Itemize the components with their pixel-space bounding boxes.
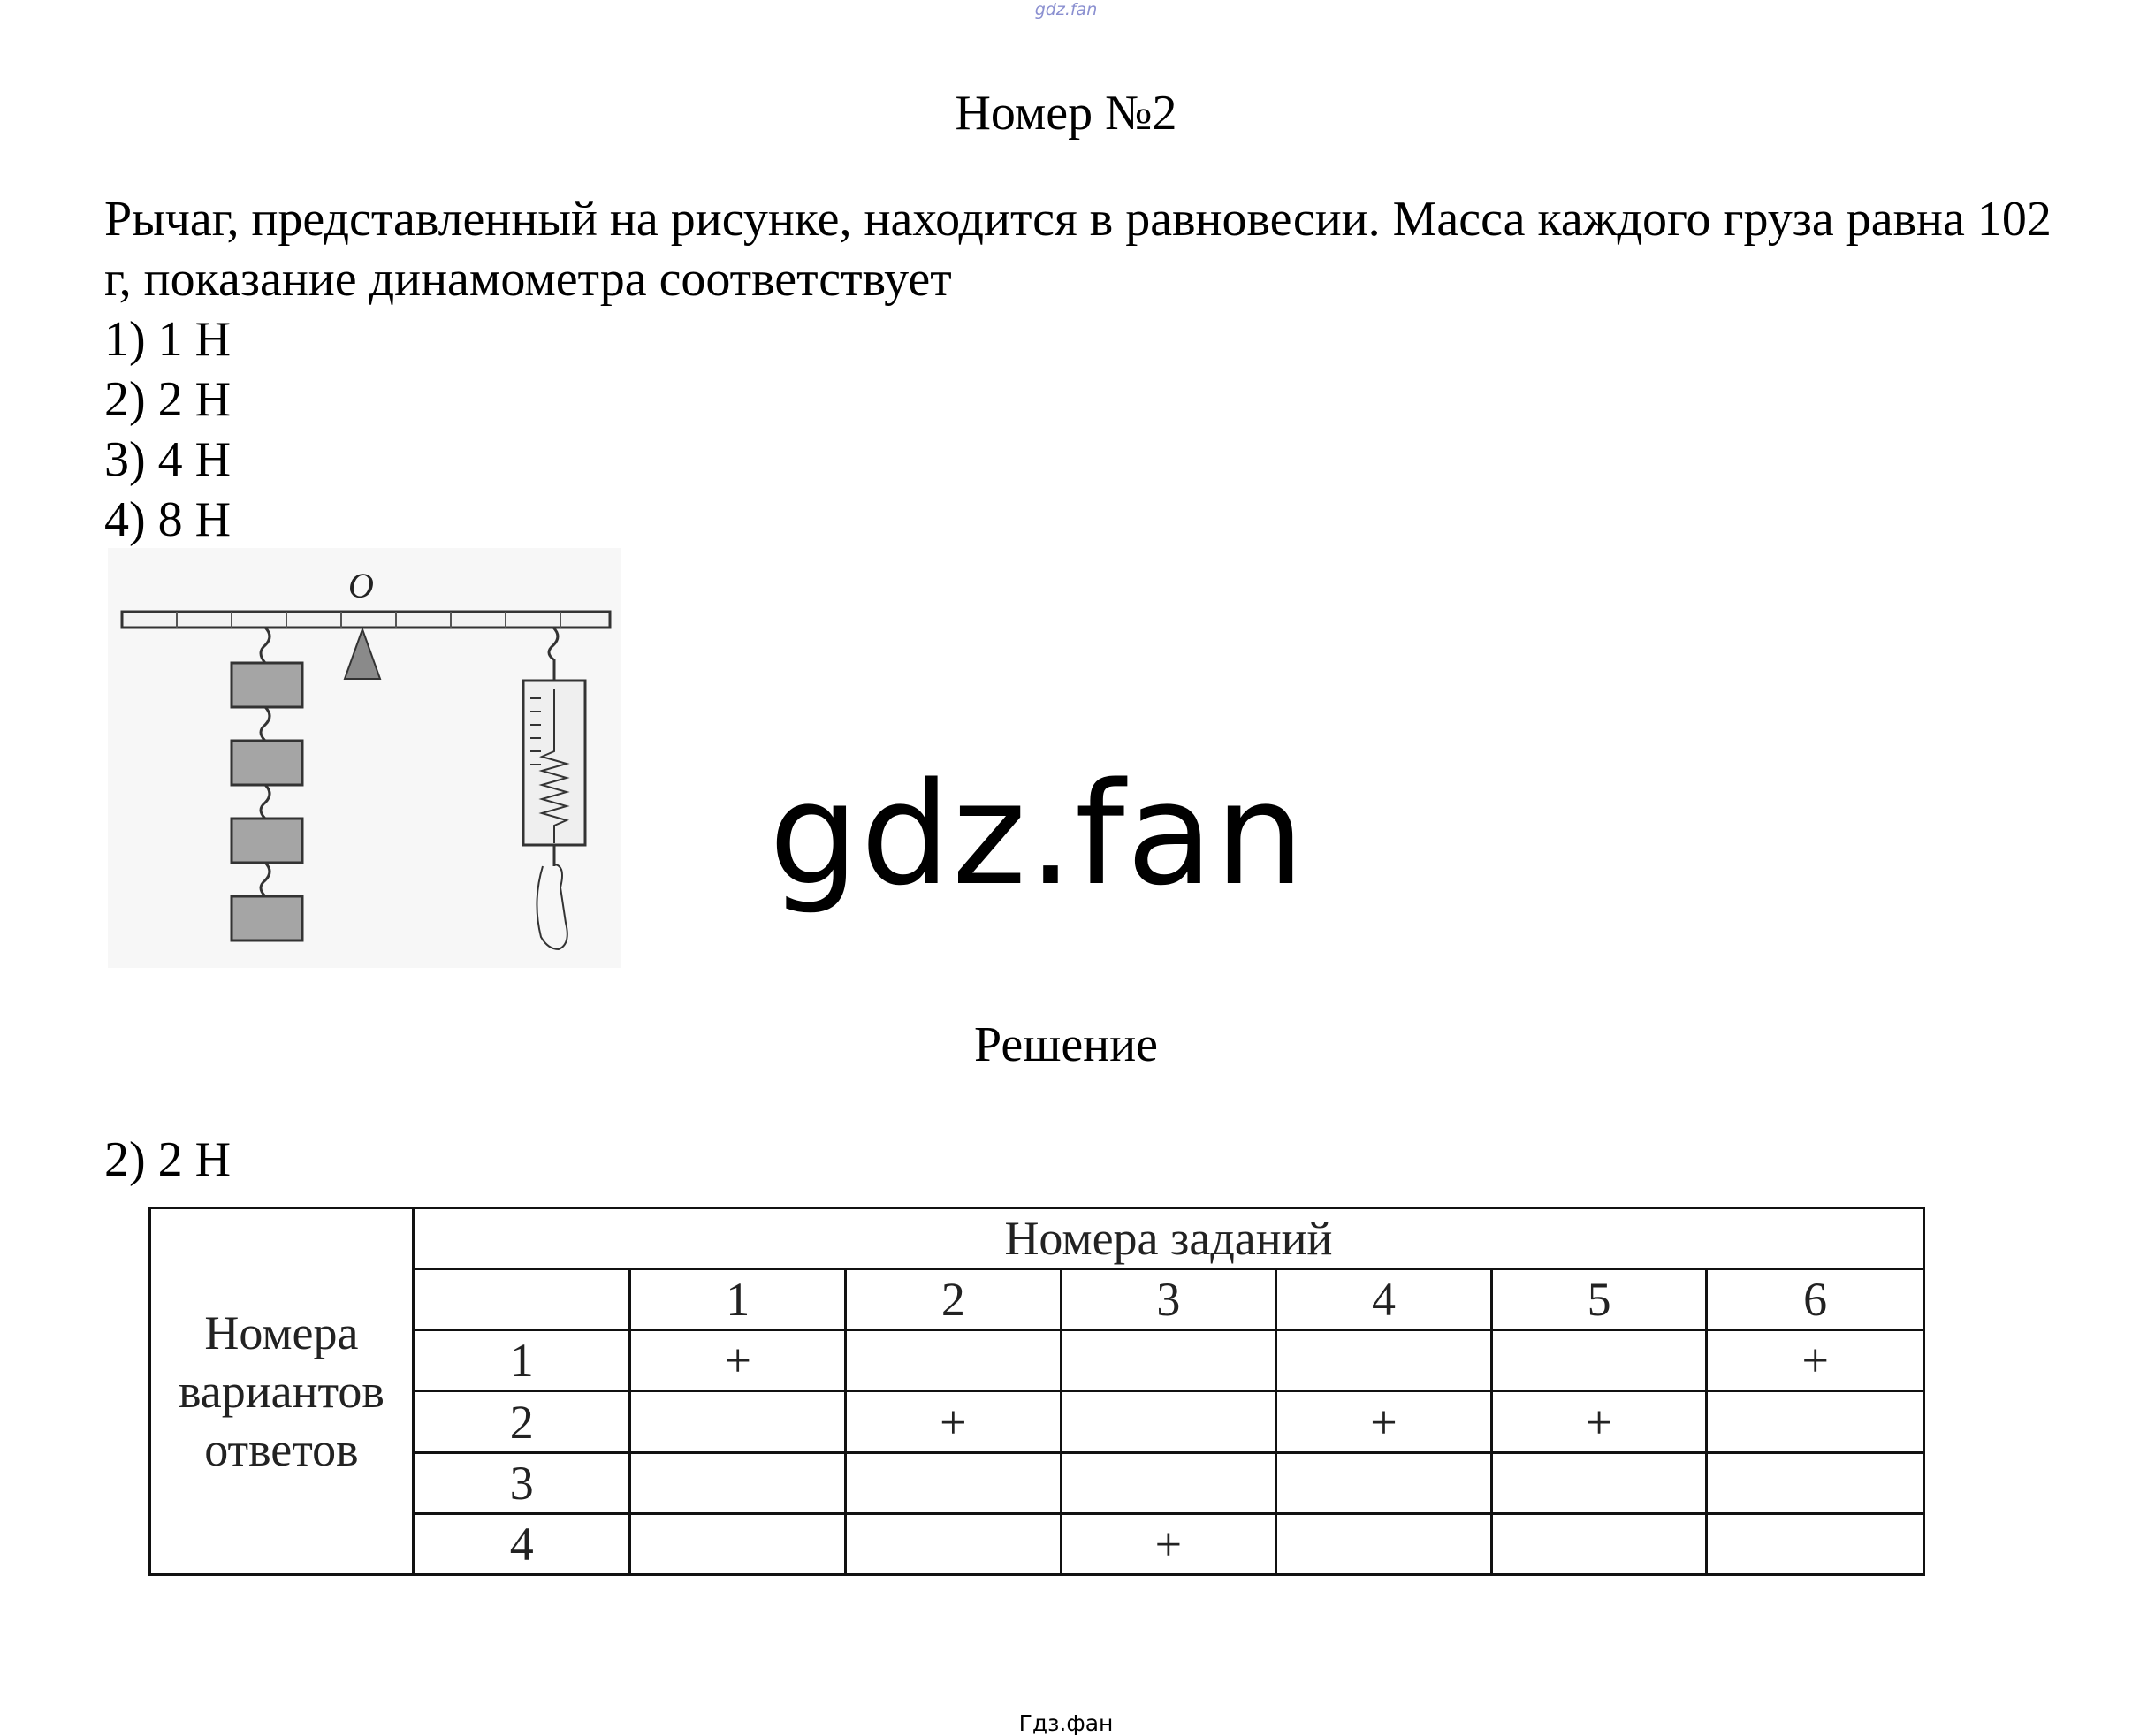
table-cell: + xyxy=(630,1330,846,1391)
table-cell: + xyxy=(1276,1391,1492,1452)
column-header: 6 xyxy=(1707,1269,1924,1330)
footer-text: Гдз.фан xyxy=(1018,1710,1114,1736)
header-main-cell: Номера заданий xyxy=(413,1208,1923,1269)
table-cell xyxy=(630,1513,846,1574)
task-text: Рычаг, представленный на рисунке, находится в равновесии. Масса каждого груза равна 102 г, показание динамометра соответствует xyxy=(104,192,2052,307)
solution-title: Решение xyxy=(973,1017,1159,1072)
answer-table xyxy=(148,1207,1925,1576)
table-cell xyxy=(1707,1513,1924,1574)
table-cell xyxy=(1491,1513,1707,1574)
table-cell xyxy=(1061,1330,1276,1391)
page-title: Номер №2 xyxy=(955,86,1177,141)
corner-cell xyxy=(413,1269,630,1330)
table-cell xyxy=(1061,1452,1276,1513)
table-cell xyxy=(1707,1391,1924,1452)
row-label: 2 xyxy=(413,1391,630,1452)
column-header: 4 xyxy=(1276,1269,1492,1330)
option-2: 2) 2 Н xyxy=(104,372,232,427)
option-3: 3) 4 Н xyxy=(104,432,232,487)
task-block xyxy=(104,189,2067,550)
row-label: 3 xyxy=(413,1452,630,1513)
column-header: 1 xyxy=(630,1269,846,1330)
option-1: 1) 1 Н xyxy=(104,312,232,367)
table-row xyxy=(150,1452,1924,1513)
solution-answer: 2) 2 Н xyxy=(104,1132,232,1187)
column-header: 2 xyxy=(846,1269,1062,1330)
table-cell xyxy=(1491,1330,1707,1391)
table-row xyxy=(150,1513,1924,1574)
table-cell xyxy=(1276,1513,1492,1574)
table-cell xyxy=(630,1391,846,1452)
table-cell xyxy=(846,1452,1062,1513)
table-cell xyxy=(1276,1330,1492,1391)
row-label: 4 xyxy=(413,1513,630,1574)
table-cell xyxy=(846,1330,1062,1391)
weight-4 xyxy=(232,896,302,940)
table-cell xyxy=(1276,1452,1492,1513)
row-label: 1 xyxy=(413,1330,630,1391)
weight-3 xyxy=(232,819,302,863)
table-cell: + xyxy=(1707,1330,1924,1391)
table-cell xyxy=(1061,1391,1276,1452)
option-4: 4) 8 Н xyxy=(104,492,232,547)
column-header: 5 xyxy=(1491,1269,1707,1330)
pivot-label: O xyxy=(348,566,374,605)
table-cell: + xyxy=(1061,1513,1276,1574)
table-row xyxy=(150,1269,1924,1330)
table-cell: + xyxy=(846,1391,1062,1452)
table-cell: + xyxy=(1491,1391,1707,1452)
row-header-cell: Номера вариантов ответов xyxy=(150,1208,414,1575)
table-row xyxy=(150,1330,1924,1391)
table-cell xyxy=(1491,1452,1707,1513)
table-cell xyxy=(630,1452,846,1513)
weight-2 xyxy=(232,741,302,785)
lever-bar xyxy=(122,612,610,628)
lever-figure xyxy=(108,548,621,968)
table-cell xyxy=(1707,1452,1924,1513)
weight-1 xyxy=(232,663,302,707)
table-cell xyxy=(846,1513,1062,1574)
table-row xyxy=(150,1391,1924,1452)
watermark-big: gdz.fan xyxy=(769,751,1306,917)
table-row xyxy=(150,1208,1924,1269)
top-watermark: gdz.fan xyxy=(1034,0,1098,19)
column-header: 3 xyxy=(1061,1269,1276,1330)
